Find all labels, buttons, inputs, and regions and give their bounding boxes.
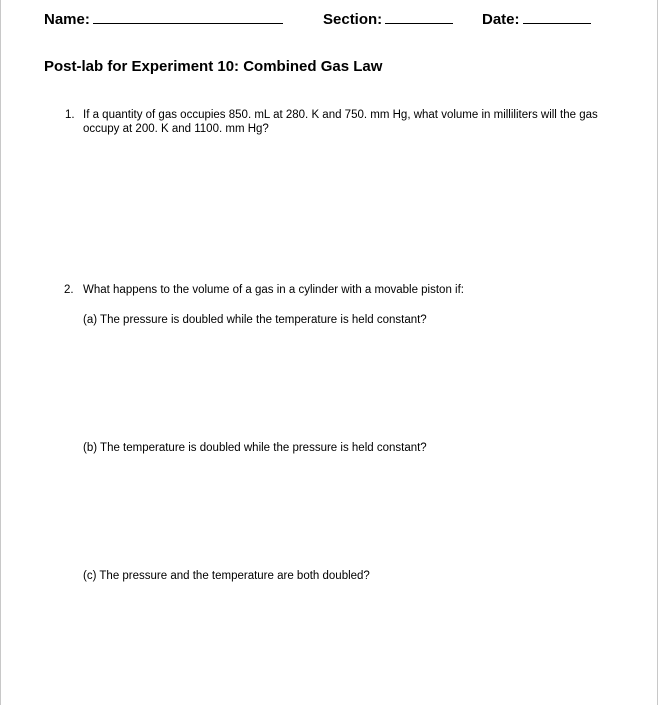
- question-2c-text: (c) The pressure and the temperature are both doubled?: [83, 570, 370, 582]
- section-blank-line[interactable]: [385, 9, 453, 24]
- section-field: [323, 9, 453, 28]
- question-2-text: What happens to the volume of a gas in a cylinder with a movable piston if:: [83, 284, 464, 296]
- question-1-text: If a quantity of gas occupies 850. mL at 280. K and 750. mm Hg, what volume in milliliters will the gas occupy at 200. K and 1100. mm Hg?: [83, 109, 598, 135]
- page-title: Post-lab for Experiment 10: Combined Gas Law: [44, 58, 383, 75]
- name-label: Name:: [44, 11, 90, 28]
- date-label: Date:: [482, 11, 520, 28]
- question-2a-text: (a) The pressure is doubled while the temperature is held constant?: [83, 314, 427, 326]
- section-label: Section:: [323, 11, 383, 28]
- date-blank-line[interactable]: [523, 9, 591, 24]
- name-blank-line[interactable]: [93, 9, 283, 24]
- question-2b-text: (b) The temperature is doubled while the pressure is held constant?: [83, 442, 427, 454]
- question-2-number: 2.: [64, 284, 74, 296]
- question-1-number: 1.: [65, 109, 75, 121]
- name-field: [44, 9, 283, 28]
- date-field: [482, 9, 591, 28]
